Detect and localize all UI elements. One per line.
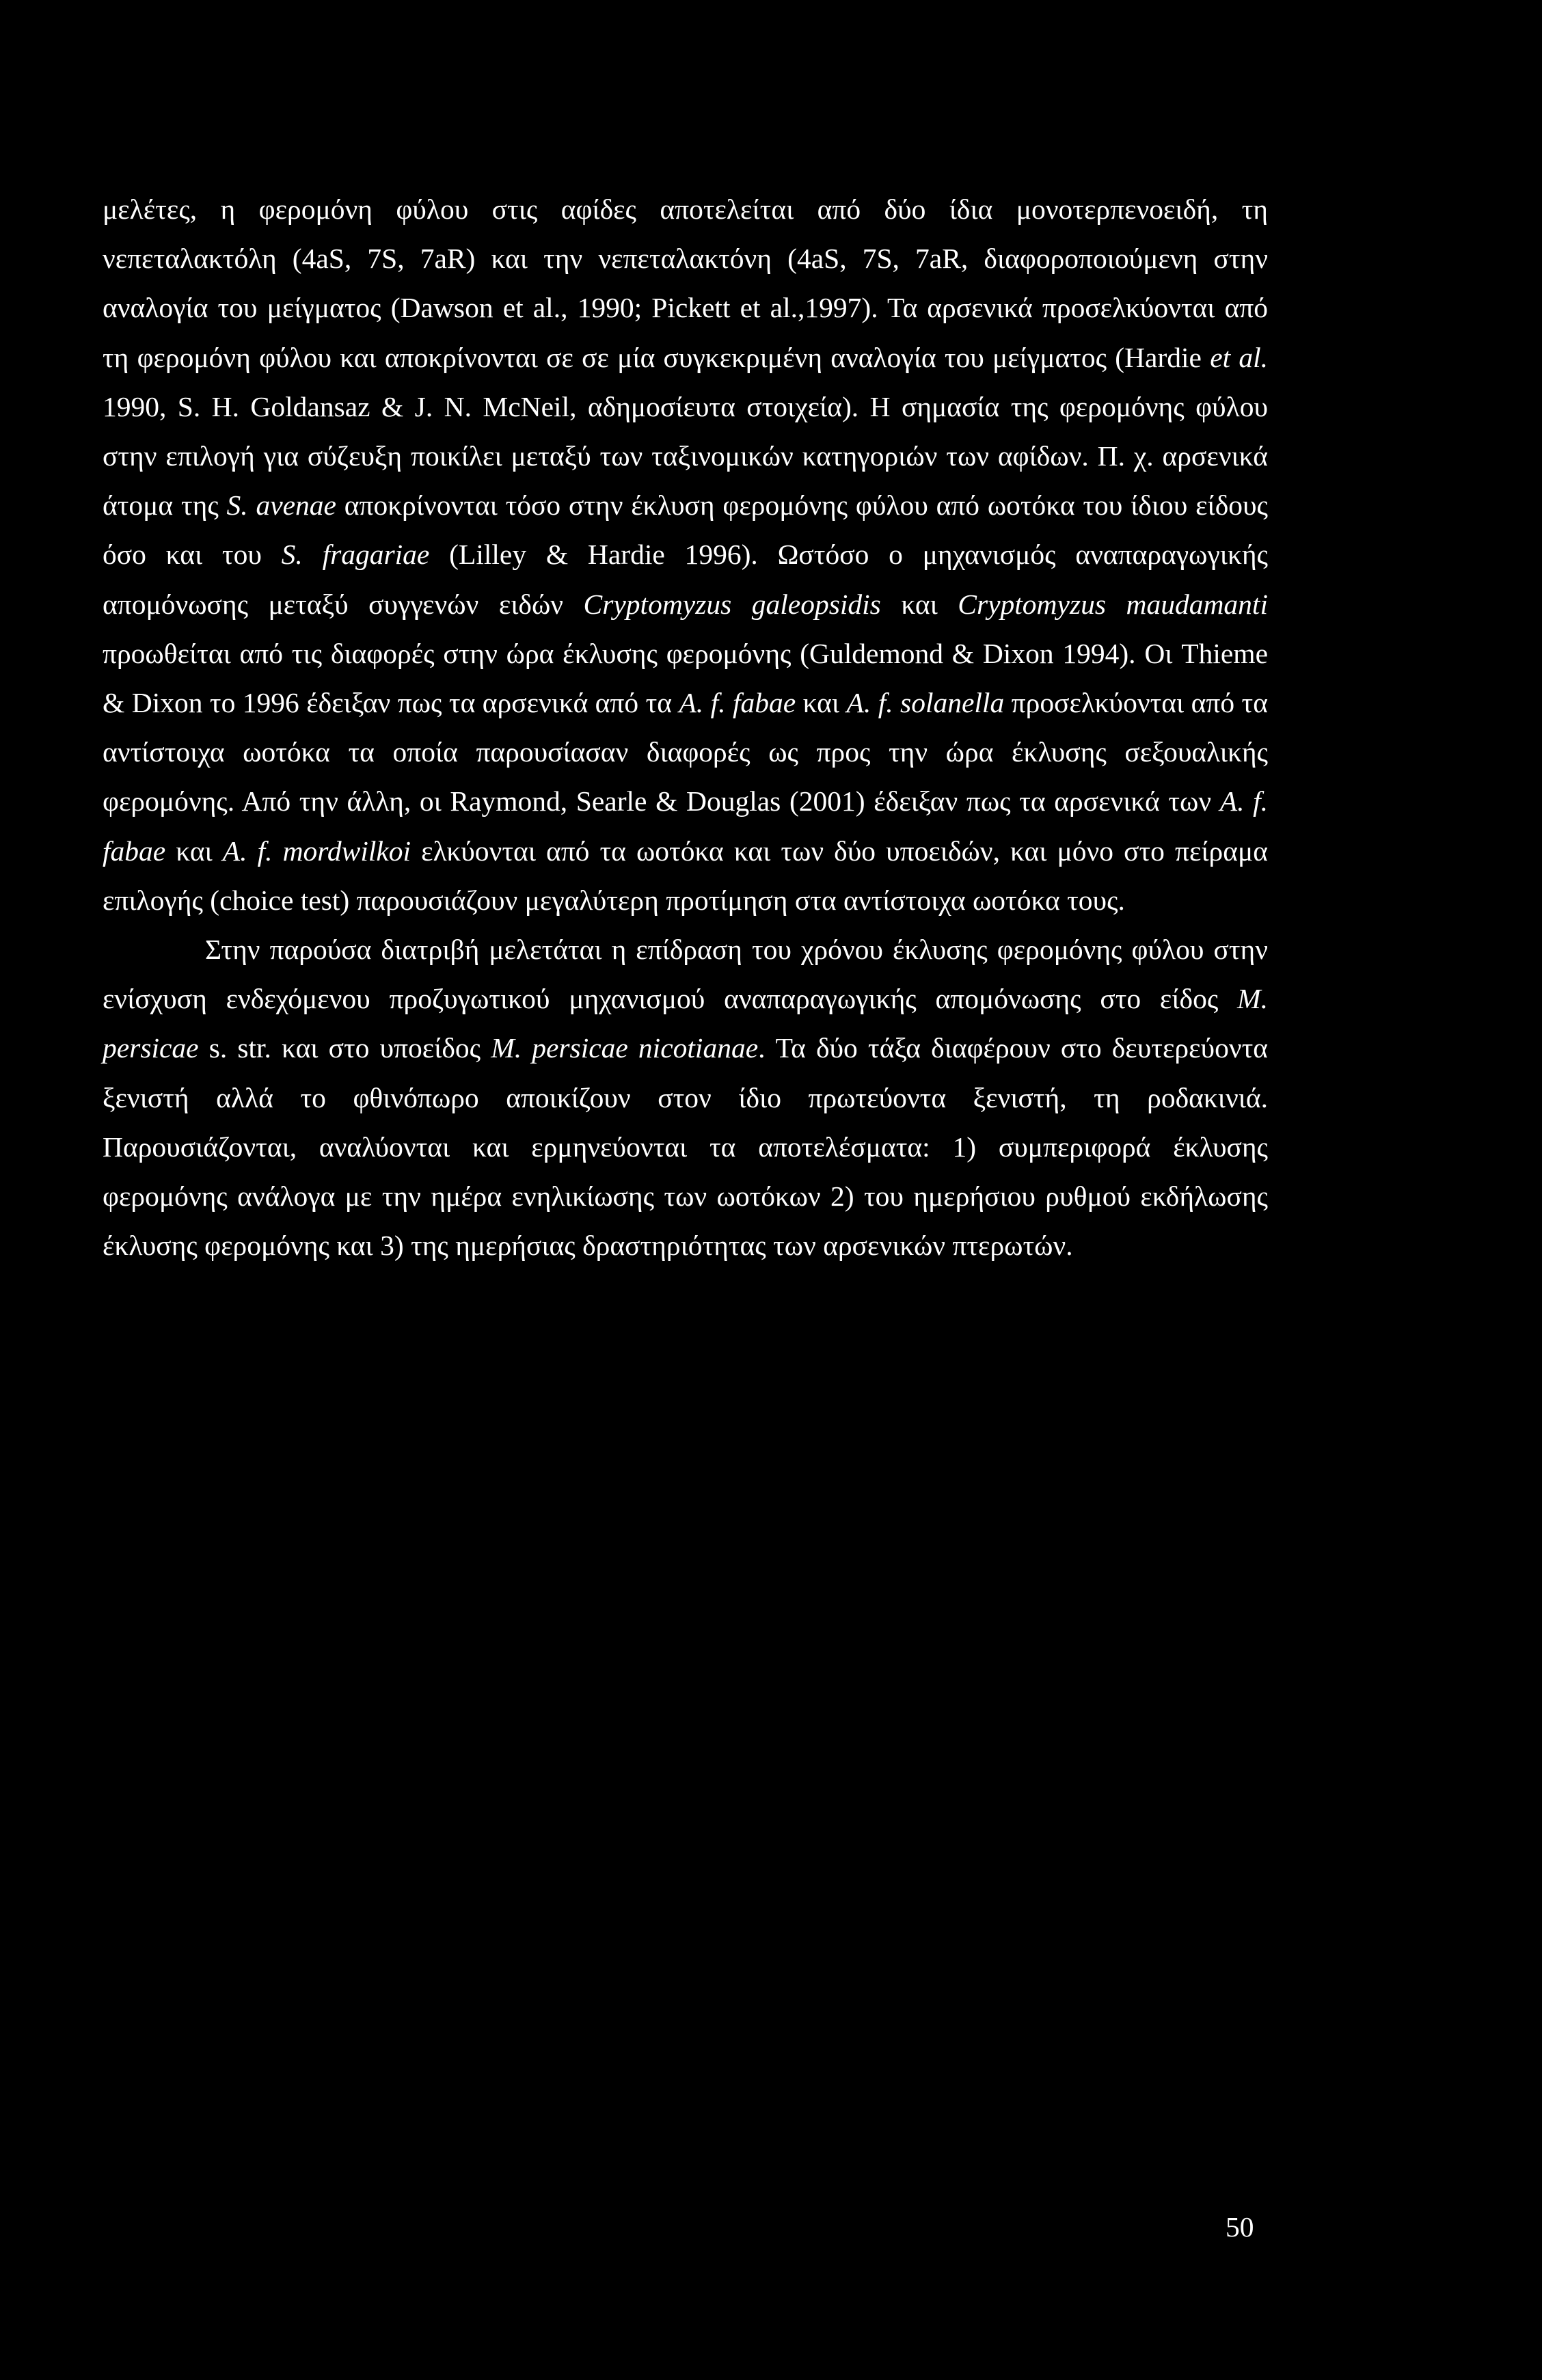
italic-text-run: Cryptomyzus galeopsidis <box>583 588 881 620</box>
text-run: και <box>165 835 223 867</box>
text-run: s. str. και στο υποείδος <box>198 1032 491 1064</box>
italic-text-run: M. persicae nicotianae <box>491 1032 759 1064</box>
text-run: και <box>796 687 847 719</box>
italic-text-run: Cryptomyzus maudamanti <box>958 588 1268 620</box>
text-run: Στην παρούσα διατριβή μελετάται η επίδραση του χρόνου έκλυσης φερομόνης φύλου στην ενίσχυση ενδεχόμενου προζυγωτικού μηχανισμού αναπαραγωγικής απομόνωσης στο είδος <box>103 934 1268 1015</box>
italic-text-run: et al. <box>1210 341 1268 373</box>
italic-text-run: A. f. fabae <box>103 785 1268 867</box>
text-run: 1990, S. H. Goldansaz & J. N. McNeil, αδημοσίευτα στοιχεία). Η σημασία της φερομόνης φύλου στην επιλογή για σύζευξη ποικίλει μεταξύ των ταξινομικών κατηγοριών των αφίδων. Π. χ. αρσενικά άτομα της <box>103 390 1268 522</box>
italic-text-run: A. f. solanella <box>846 687 1005 719</box>
italic-text-run: S. fragariae <box>281 539 430 571</box>
italic-text-run: M. persicae <box>103 983 1268 1064</box>
text-run: ελκύονται από τα ωοτόκα και των δύο υποειδών, και μόνο στο πείραμα επιλογής (choice test) παρουσιάζουν μεγαλύτερη προτίμηση στα αντίστοιχα ωοτόκα τους. <box>103 835 1268 916</box>
text-run: προσελκύονται από τα αντίστοιχα ωοτόκα τα οποία παρουσίασαν διαφορές ως προς την ώρα έκλυσης σεξουαλικής φερομόνης. Από την άλλη, οι Raymond, Searle & Douglas (2001) έδειξαν πως τα αρσενικά των <box>103 687 1268 817</box>
italic-text-run: A. f. mordwilkoi <box>222 835 411 867</box>
text-run: . Τα δύο τάξα διαφέρουν στο δευτερεύοντα ξενιστή αλλά το φθινόπωρο αποικίζουν στον ίδιο πρωτεύοντα ξενιστή, τη ροδακινιά. Παρουσιάζονται, αναλύονται και ερμηνεύονται τα αποτελέσματα: 1) συμπεριφορά έκλυσης φερομόνης ανάλογα με την ημέρα ενηλικίωσης των ωοτόκων 2) του ημερήσιου ρυθμού εκδήλωσης έκλυσης φερομόνης και 3) της ημερήσιας δραστηριότητας των αρσενικών πτερωτών. <box>103 1032 1269 1262</box>
text-run: αποκρίνονται τόσο στην έκλυση φερομόνης φύλου από ωοτόκα του ίδιου είδους όσο και του <box>103 489 1268 571</box>
text-run: προωθείται από τις διαφορές στην ώρα έκλυσης φερομόνης (Guldemond & Dixon 1994). Οι Thieme & Dixon το 1996 έδειξαν πως τα αρσενικά από τα <box>103 637 1268 719</box>
body-text <box>103 185 1268 1270</box>
italic-text-run: A. f. fabae <box>679 687 796 719</box>
text-run: μελέτες, η φερομόνη φύλου στις αφίδες αποτελείται από δύο ίδια μονοτερπενοειδή, τη νεπεταλακτόλη (4aS, 7S, 7aR) και την νεπεταλακτόνη (4aS, 7S, 7aR, διαφοροποιούμενη στην αναλογία του μείγματος (Dawson et al., 1990; Pickett et al.,1997). Τα αρσενικά προσελκύονται από τη φερομόνη φύλου και αποκρίνονται σε σε μία συγκεκριμένη αναλογία του μείγματος (Hardie <box>103 193 1268 373</box>
text-run: (Lilley & Hardie 1996). Ωστόσο ο μηχανισμός αναπαραγωγικής απομόνωσης μεταξύ συγγενών ειδών <box>103 539 1268 620</box>
paragraph-2 <box>103 925 1268 1270</box>
paragraph-1 <box>103 185 1268 925</box>
text-run: και <box>880 588 958 620</box>
italic-text-run: S. avenae <box>226 489 336 522</box>
page-number: 50 <box>1226 2211 1254 2243</box>
